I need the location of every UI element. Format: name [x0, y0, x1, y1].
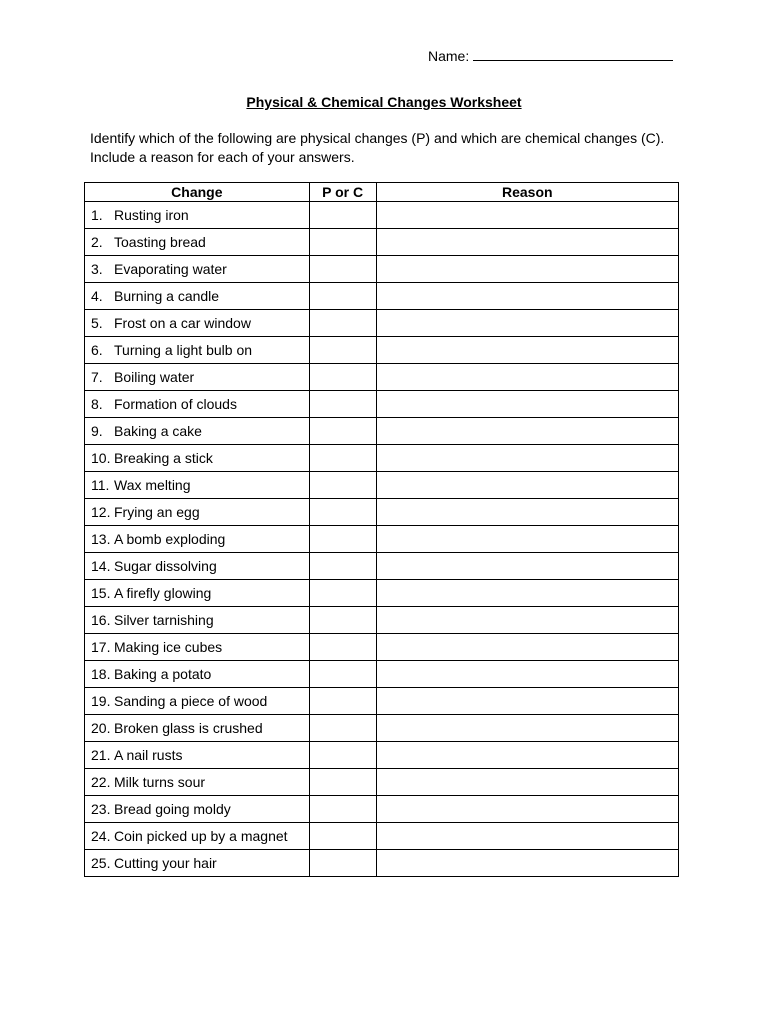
change-text: Broken glass is crushed — [114, 720, 263, 736]
column-header-reason: Reason — [376, 183, 678, 202]
reason-answer-cell[interactable] — [376, 796, 678, 823]
instructions-text: Identify which of the following are physical changes (P) and which are chemical changes (C). Include a reason for each of your answers. — [90, 130, 665, 165]
row-number: 22. — [91, 774, 111, 790]
reason-answer-cell[interactable] — [376, 391, 678, 418]
change-text: A nail rusts — [114, 747, 183, 763]
table-row — [85, 310, 679, 337]
change-cell — [85, 661, 310, 688]
p-or-c-answer-cell[interactable] — [309, 634, 376, 661]
p-or-c-answer-cell[interactable] — [309, 445, 376, 472]
table-header-row — [85, 183, 679, 202]
p-or-c-answer-cell[interactable] — [309, 715, 376, 742]
change-text: A bomb exploding — [114, 531, 226, 547]
table-row — [85, 391, 679, 418]
change-cell — [85, 769, 310, 796]
row-number: 2. — [91, 234, 103, 250]
table-row — [85, 688, 679, 715]
table-row — [85, 553, 679, 580]
table-row — [85, 823, 679, 850]
change-text: Turning a light bulb on — [114, 342, 253, 358]
row-number: 8. — [91, 396, 103, 412]
p-or-c-answer-cell[interactable] — [309, 580, 376, 607]
table-row — [85, 634, 679, 661]
reason-answer-cell[interactable] — [376, 742, 678, 769]
reason-answer-cell[interactable] — [376, 634, 678, 661]
change-cell — [85, 310, 310, 337]
table-row — [85, 742, 679, 769]
name-label: Name: — [428, 48, 470, 64]
row-number: 4. — [91, 288, 103, 304]
change-cell — [85, 391, 310, 418]
change-cell — [85, 553, 310, 580]
p-or-c-answer-cell[interactable] — [309, 256, 376, 283]
change-cell — [85, 796, 310, 823]
change-text: Formation of clouds — [114, 396, 237, 412]
table-row — [85, 445, 679, 472]
p-or-c-answer-cell[interactable] — [309, 823, 376, 850]
change-text: Frost on a car window — [114, 315, 251, 331]
change-cell — [85, 850, 310, 877]
p-or-c-answer-cell[interactable] — [309, 472, 376, 499]
change-cell — [85, 445, 310, 472]
reason-answer-cell[interactable] — [376, 202, 678, 229]
change-cell — [85, 526, 310, 553]
change-cell — [85, 202, 310, 229]
change-text: Toasting bread — [114, 234, 206, 250]
change-text: Rusting iron — [114, 207, 189, 223]
change-cell — [85, 688, 310, 715]
worksheet-title: Physical & Chemical Changes Worksheet — [246, 94, 522, 110]
reason-answer-cell[interactable] — [376, 526, 678, 553]
row-number: 20. — [91, 720, 111, 736]
name-field — [428, 47, 673, 64]
p-or-c-answer-cell[interactable] — [309, 391, 376, 418]
p-or-c-answer-cell[interactable] — [309, 688, 376, 715]
row-number: 11. — [91, 477, 110, 493]
p-or-c-answer-cell[interactable] — [309, 850, 376, 877]
reason-answer-cell[interactable] — [376, 823, 678, 850]
row-number: 15. — [91, 585, 111, 601]
change-cell — [85, 580, 310, 607]
reason-answer-cell[interactable] — [376, 310, 678, 337]
table-row — [85, 796, 679, 823]
table-row — [85, 850, 679, 877]
p-or-c-answer-cell[interactable] — [309, 337, 376, 364]
change-text: Cutting your hair — [114, 855, 217, 871]
change-cell — [85, 742, 310, 769]
change-text: Boiling water — [114, 369, 195, 385]
row-number: 23. — [91, 801, 111, 817]
change-text: Burning a candle — [114, 288, 220, 304]
table-row — [85, 283, 679, 310]
change-text: Coin picked up by a magnet — [114, 828, 288, 844]
change-text: Making ice cubes — [114, 639, 223, 655]
reason-answer-cell[interactable] — [376, 688, 678, 715]
change-cell — [85, 634, 310, 661]
reason-answer-cell[interactable] — [376, 715, 678, 742]
change-text: Evaporating water — [114, 261, 227, 277]
reason-answer-cell[interactable] — [376, 769, 678, 796]
reason-answer-cell[interactable] — [376, 418, 678, 445]
change-cell — [85, 472, 310, 499]
change-text: Sugar dissolving — [114, 558, 217, 574]
change-cell — [85, 337, 310, 364]
row-number: 16. — [91, 612, 111, 628]
change-text: Silver tarnishing — [114, 612, 214, 628]
reason-answer-cell[interactable] — [376, 256, 678, 283]
change-cell — [85, 499, 310, 526]
row-number: 9. — [91, 423, 103, 439]
reason-answer-cell[interactable] — [376, 661, 678, 688]
p-or-c-answer-cell[interactable] — [309, 553, 376, 580]
table-row — [85, 715, 679, 742]
table-row — [85, 607, 679, 634]
change-cell — [85, 823, 310, 850]
change-cell — [85, 607, 310, 634]
p-or-c-answer-cell[interactable] — [309, 283, 376, 310]
p-or-c-answer-cell[interactable] — [309, 364, 376, 391]
change-text: Baking a potato — [114, 666, 212, 682]
table-row — [85, 472, 679, 499]
row-number: 5. — [91, 315, 103, 331]
change-cell — [85, 364, 310, 391]
row-number: 13. — [91, 531, 111, 547]
reason-answer-cell[interactable] — [376, 553, 678, 580]
reason-answer-cell[interactable] — [376, 607, 678, 634]
row-number: 7. — [91, 369, 103, 385]
row-number: 1. — [91, 207, 103, 223]
row-number: 10. — [91, 450, 111, 466]
change-text: Breaking a stick — [114, 450, 213, 466]
reason-answer-cell[interactable] — [376, 283, 678, 310]
reason-answer-cell[interactable] — [376, 580, 678, 607]
table-row — [85, 256, 679, 283]
change-text: Milk turns sour — [114, 774, 206, 790]
change-cell — [85, 256, 310, 283]
table-row — [85, 364, 679, 391]
change-cell — [85, 715, 310, 742]
table-row — [85, 418, 679, 445]
p-or-c-answer-cell[interactable] — [309, 418, 376, 445]
name-blank-line[interactable] — [473, 47, 673, 61]
row-number: 14. — [91, 558, 111, 574]
change-text: Wax melting — [114, 477, 191, 493]
row-number: 19. — [91, 693, 111, 709]
p-or-c-answer-cell[interactable] — [309, 742, 376, 769]
reason-answer-cell[interactable] — [376, 445, 678, 472]
p-or-c-answer-cell[interactable] — [309, 229, 376, 256]
reason-answer-cell[interactable] — [376, 499, 678, 526]
reason-answer-cell[interactable] — [376, 337, 678, 364]
change-text: Bread going moldy — [114, 801, 231, 817]
row-number: 25. — [91, 855, 111, 871]
reason-answer-cell[interactable] — [376, 229, 678, 256]
change-cell — [85, 283, 310, 310]
reason-answer-cell[interactable] — [376, 472, 678, 499]
p-or-c-answer-cell[interactable] — [309, 607, 376, 634]
p-or-c-answer-cell[interactable] — [309, 499, 376, 526]
change-cell — [85, 229, 310, 256]
p-or-c-answer-cell[interactable] — [309, 769, 376, 796]
reason-answer-cell[interactable] — [376, 850, 678, 877]
change-text: Baking a cake — [114, 423, 202, 439]
p-or-c-answer-cell[interactable] — [309, 202, 376, 229]
change-text: Sanding a piece of wood — [114, 693, 268, 709]
row-number: 3. — [91, 261, 103, 277]
table-row — [85, 580, 679, 607]
p-or-c-answer-cell[interactable] — [309, 661, 376, 688]
table-row — [85, 769, 679, 796]
table-row — [85, 337, 679, 364]
table-row — [85, 499, 679, 526]
change-text: Frying an egg — [114, 504, 200, 520]
p-or-c-answer-cell[interactable] — [309, 310, 376, 337]
row-number: 6. — [91, 342, 103, 358]
table-row — [85, 661, 679, 688]
change-text: A firefly glowing — [114, 585, 212, 601]
row-number: 12. — [91, 504, 111, 520]
table-row — [85, 202, 679, 229]
row-number: 18. — [91, 666, 111, 682]
reason-answer-cell[interactable] — [376, 364, 678, 391]
worksheet-table — [84, 182, 679, 877]
row-number: 17. — [91, 639, 111, 655]
row-number: 24. — [91, 828, 111, 844]
table-row — [85, 526, 679, 553]
p-or-c-answer-cell[interactable] — [309, 796, 376, 823]
column-header-change: Change — [85, 183, 310, 202]
p-or-c-answer-cell[interactable] — [309, 526, 376, 553]
change-cell — [85, 418, 310, 445]
column-header-p-or-c: P or C — [309, 183, 376, 202]
table-row — [85, 229, 679, 256]
row-number: 21. — [91, 747, 111, 763]
